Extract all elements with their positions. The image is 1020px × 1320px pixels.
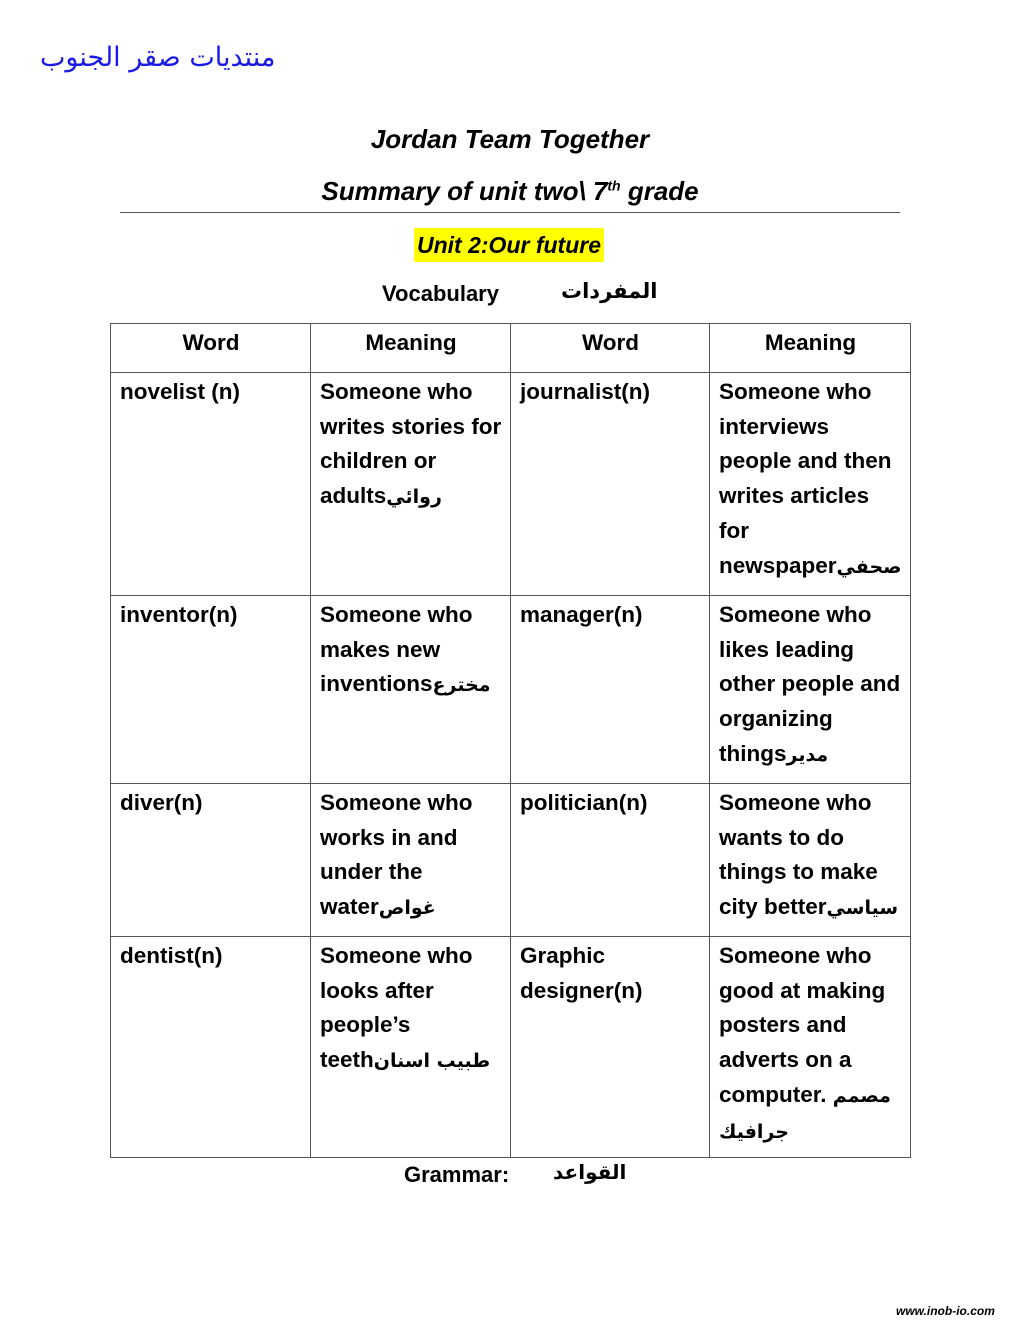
meaning-cell — [311, 784, 511, 937]
table-row — [111, 373, 911, 596]
table-row — [111, 937, 911, 1158]
vocabulary-table — [110, 323, 911, 1158]
forum-name: منتديات صقر الجنوب — [40, 42, 276, 73]
meaning-arabic: روائي — [386, 486, 442, 509]
meaning-text: Someone who writes stories for children or adults — [320, 379, 502, 509]
meaning-text: Someone who likes leading other people and organizing things — [719, 602, 901, 766]
word-cell: diver(n) — [111, 784, 311, 937]
meaning-text: Someone who interviews people and then writes articles for newspaper — [719, 379, 892, 578]
meaning-arabic: مصمم جرافيك — [719, 1084, 891, 1143]
meaning-cell — [710, 784, 911, 937]
meaning-arabic: سياسي — [826, 897, 899, 920]
grammar-arabic-label: القواعد — [553, 1160, 627, 1184]
subtitle-superscript: th — [607, 177, 621, 194]
meaning-text: Someone who wants to do things to make city better — [719, 790, 878, 920]
column-header-meaning: Meaning — [710, 324, 911, 373]
vocabulary-arabic-label: المفردات — [561, 279, 658, 303]
subtitle-prefix: Summary of unit two\ 7 — [321, 176, 608, 206]
table-header-row — [111, 324, 911, 373]
document-subtitle — [0, 176, 1020, 207]
column-header-word: Word — [511, 324, 710, 373]
word-cell: novelist (n) — [111, 373, 311, 596]
footer-site: www.inob-io.com — [896, 1304, 995, 1318]
meaning-arabic: صحفي — [836, 555, 902, 578]
word-cell: inventor(n) — [111, 596, 311, 784]
title-divider — [120, 212, 900, 213]
meaning-text: Someone who looks after people’s teeth — [320, 943, 473, 1073]
meaning-cell — [311, 937, 511, 1158]
subtitle-suffix: grade — [620, 176, 699, 206]
document-title: Jordan Team Together — [370, 124, 650, 154]
vocabulary-label: Vocabulary — [382, 281, 499, 306]
word-cell: manager(n) — [511, 596, 710, 784]
meaning-text: Someone who good at making posters and adverts on a computer. — [719, 943, 886, 1107]
meaning-cell — [710, 596, 911, 784]
meaning-cell — [311, 373, 511, 596]
unit-heading: Unit 2:Our future — [414, 228, 604, 262]
meaning-arabic: مخترع — [432, 674, 491, 697]
meaning-text: Someone who works in and under the water — [320, 790, 473, 920]
table-row — [111, 596, 911, 784]
meaning-cell — [710, 373, 911, 596]
meaning-arabic: غواص — [378, 897, 436, 920]
word-cell: politician(n) — [511, 784, 710, 937]
column-header-word: Word — [111, 324, 311, 373]
meaning-cell — [311, 596, 511, 784]
table-row — [111, 784, 911, 937]
word-cell: journalist(n) — [511, 373, 710, 596]
meaning-cell — [710, 937, 911, 1158]
meaning-arabic: طبيب اسنان — [373, 1050, 491, 1073]
column-header-meaning: Meaning — [311, 324, 511, 373]
word-cell: Graphic designer(n) — [511, 937, 710, 1158]
word-cell: dentist(n) — [111, 937, 311, 1158]
meaning-arabic: مدير — [786, 743, 829, 766]
grammar-label: Grammar: — [404, 1162, 510, 1187]
meaning-text: Someone who makes new inventions — [320, 602, 473, 697]
